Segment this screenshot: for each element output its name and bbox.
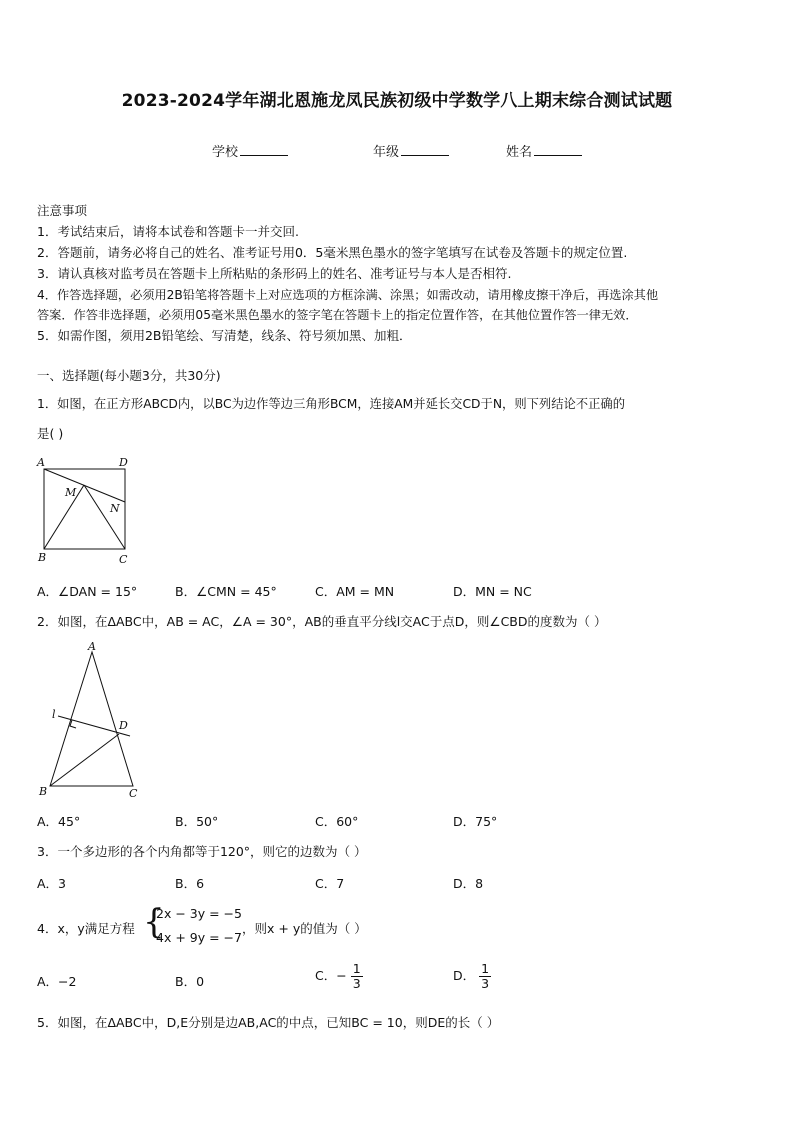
option-c-fraction bbox=[351, 962, 363, 991]
question-2-option-b[interactable]: B．50° bbox=[175, 814, 219, 829]
grade-label: 年级 bbox=[373, 145, 400, 160]
label-l: l bbox=[52, 708, 56, 721]
label-d: D bbox=[119, 719, 128, 732]
label-b: B bbox=[39, 785, 48, 798]
question-2-option-d[interactable]: D．75° bbox=[453, 814, 498, 829]
question-4-suffix: ，则x + y的值为（ ） bbox=[242, 921, 367, 936]
question-3-option-d[interactable]: D．8 bbox=[453, 876, 484, 891]
label-b: B bbox=[38, 551, 47, 564]
label-m: M bbox=[65, 486, 77, 499]
school-label: 学校 bbox=[212, 145, 239, 160]
notice-item: 2．答题前，请务必将自己的姓名、准考证号用0．5毫米黑色墨水的签字笔填写在试卷及答题卡的规定位置. bbox=[37, 245, 628, 260]
question-4-option-a[interactable]: A．−2 bbox=[37, 974, 77, 989]
label-c: C bbox=[129, 787, 138, 800]
question-3-option-b[interactable]: B．6 bbox=[175, 876, 205, 891]
question-4-prefix: 4．x，y满足方程 bbox=[37, 921, 135, 936]
question-2-option-a[interactable]: A．45° bbox=[37, 814, 81, 829]
question-3-option-a[interactable]: A．3 bbox=[37, 876, 67, 891]
label-d: D bbox=[119, 456, 128, 469]
line-bd bbox=[50, 734, 119, 786]
name-blank[interactable] bbox=[534, 143, 582, 156]
notice-item: 3．请认真核对监考员在答题卡上所粘贴的条形码上的姓名、准考证号与本人是否相符. bbox=[37, 266, 512, 281]
notice-item: 答案．作答非选择题，必须用05毫米黑色墨水的签字笔在答题卡上的指定位置作答，在其他位置作答一律无效． bbox=[37, 308, 638, 322]
fraction-denominator: 3 bbox=[481, 976, 490, 991]
equation-2: 4x + 9y = −7 bbox=[156, 930, 242, 945]
question-1-option-b[interactable]: B．∠CMN = 45° bbox=[175, 584, 277, 599]
question-3-text: 3．一个多边形的各个内角都等于120°，则它的边数为（ ） bbox=[37, 844, 367, 859]
name-label: 姓名 bbox=[506, 145, 533, 160]
equation-1: 2x − 3y = −5 bbox=[156, 906, 242, 921]
section-heading: 一、选择题(每小题3分，共30分) bbox=[37, 368, 221, 383]
notice-item: 1．考试结束后，请将本试卷和答题卡一并交回. bbox=[37, 224, 299, 239]
question-2-figure bbox=[30, 638, 150, 802]
grade-blank[interactable] bbox=[401, 143, 449, 156]
page-title: 2023-2024学年湖北恩施龙凤民族初级中学数学八上期末综合测试试题 bbox=[121, 91, 673, 111]
notice-item: 4．作答选择题，必须用2B铅笔将答题卡上对应选项的方框涂满、涂黑；如需改动，请用橡皮擦干净后，再选涂其他 bbox=[37, 288, 659, 302]
question-1-option-d[interactable]: D．MN = NC bbox=[453, 584, 532, 599]
label-c: C bbox=[119, 553, 128, 566]
option-c-label: C．− bbox=[315, 968, 347, 983]
fraction-numerator: 1 bbox=[352, 961, 361, 976]
line-bm bbox=[44, 485, 84, 549]
name-field[interactable] bbox=[506, 141, 582, 160]
school-blank[interactable] bbox=[240, 143, 288, 156]
question-4-option-c[interactable] bbox=[315, 962, 363, 991]
option-d-label: D． bbox=[453, 968, 476, 983]
equation-brace: { bbox=[143, 902, 165, 942]
fraction-numerator: 1 bbox=[481, 961, 490, 976]
notice-item: 5．如需作图，须用2B铅笔绘、写清楚，线条、符号须加黑、加粗． bbox=[37, 328, 412, 343]
question-5-text: 5．如图，在ΔABC中，D,E分别是边AB,AC的中点，已知BC = 10，则DE的长（ ） bbox=[37, 1015, 500, 1030]
label-n: N bbox=[110, 502, 120, 515]
label-a: A bbox=[88, 640, 96, 653]
question-2-option-c[interactable]: C．60° bbox=[315, 814, 359, 829]
grade-field[interactable] bbox=[373, 141, 449, 160]
label-a: A bbox=[37, 456, 45, 469]
question-2-text: 2．如图，在ΔABC中，AB = AC，∠A = 30°，AB的垂直平分线l交AC于点D，则∠CBD的度数为（ ） bbox=[37, 614, 607, 629]
question-1-figure bbox=[30, 452, 140, 570]
fraction-denominator: 3 bbox=[352, 976, 361, 991]
question-1-text-cont: 是( ) bbox=[37, 426, 64, 441]
question-4-option-b[interactable]: B．0 bbox=[175, 974, 205, 989]
question-3-option-c[interactable]: C．7 bbox=[315, 876, 345, 891]
line-cm bbox=[84, 485, 125, 549]
school-field[interactable] bbox=[212, 141, 288, 160]
notice-heading: 注意事项 bbox=[37, 203, 88, 218]
question-1-option-c[interactable]: C．AM = MN bbox=[315, 584, 395, 599]
question-4-option-d[interactable] bbox=[453, 962, 491, 991]
question-1-option-a[interactable]: A．∠DAN = 15° bbox=[37, 584, 138, 599]
question-1-text: 1．如图，在正方形ABCD内，以BC为边作等边三角形BCM，连接AM并延长交CD于N，则下列结论不正确的 bbox=[37, 397, 625, 411]
option-d-fraction bbox=[479, 962, 491, 991]
